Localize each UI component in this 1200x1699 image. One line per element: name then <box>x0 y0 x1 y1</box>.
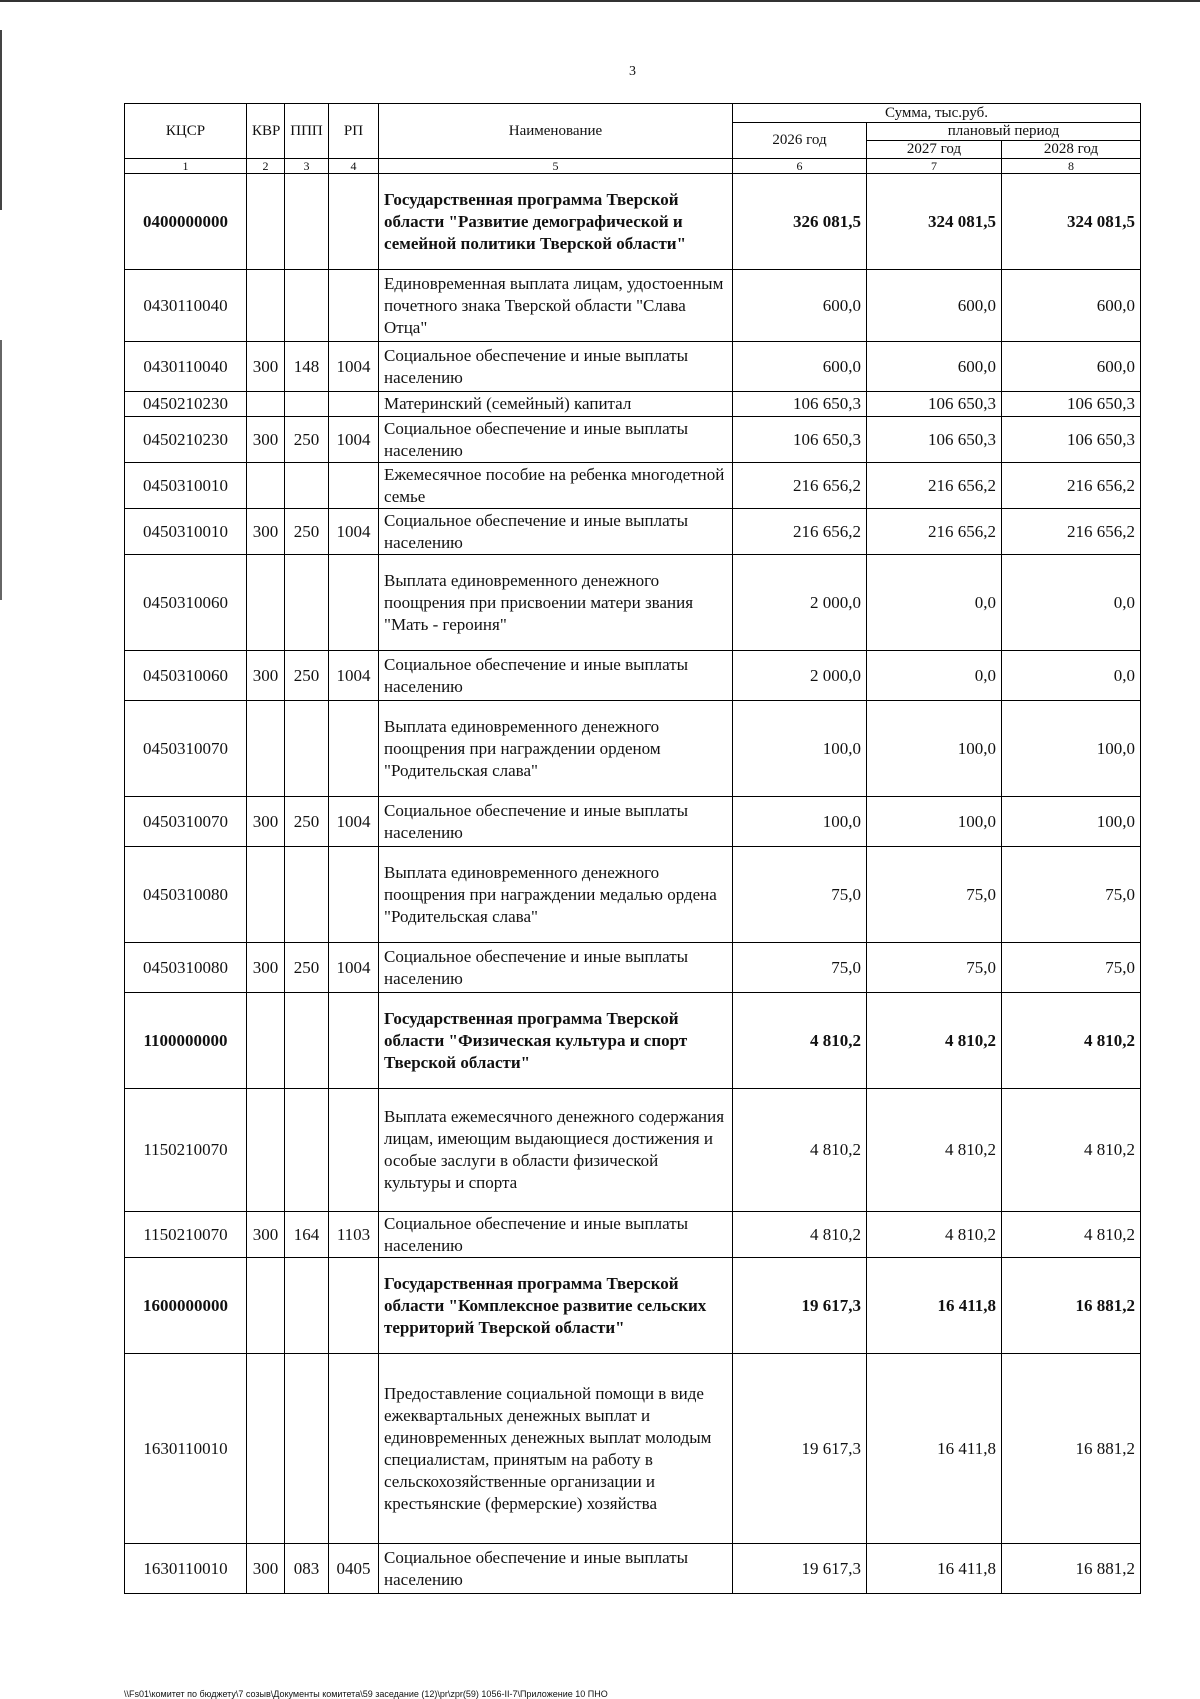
amount-2026-cell: 75,0 <box>733 847 867 943</box>
table-row <box>125 417 1141 463</box>
amount-2028-cell: 0,0 <box>1002 651 1141 701</box>
kcsr-cell: 0450310060 <box>125 555 247 651</box>
column-number-4: 4 <box>329 159 379 174</box>
table-row <box>125 1544 1141 1594</box>
amount-2028-cell: 4 810,2 <box>1002 1212 1141 1258</box>
footer-file-path: \\Fs01\комитет по бюджету\7 созыв\Документы комитета\59 заседание (12)\pr\zpr(59) 1056-II-7\Приложение 10 ПНО <box>124 1689 608 1699</box>
kcsr-cell: 0450310070 <box>125 797 247 847</box>
header-year-2027: 2027 год <box>867 141 1002 159</box>
kcsr-cell: 0450310010 <box>125 463 247 509</box>
amount-2028-cell: 16 881,2 <box>1002 1544 1141 1594</box>
ppp-cell <box>285 701 329 797</box>
ppp-cell <box>285 555 329 651</box>
name-cell: Выплата единовременного денежного поощрения при присвоении матери звания "Мать - героиня" <box>379 555 733 651</box>
table-row <box>125 270 1141 342</box>
kcsr-cell: 0450310060 <box>125 651 247 701</box>
column-number-1: 1 <box>125 159 247 174</box>
rp-cell <box>329 1258 379 1354</box>
rp-cell <box>329 463 379 509</box>
amount-2028-cell: 216 656,2 <box>1002 509 1141 555</box>
amount-2026-cell: 100,0 <box>733 797 867 847</box>
ppp-cell <box>285 392 329 417</box>
column-number-7: 7 <box>867 159 1002 174</box>
column-number-5: 5 <box>379 159 733 174</box>
page-number: 3 <box>629 64 636 79</box>
header-planned-period: плановый период <box>867 123 1141 141</box>
kvr-cell <box>247 1354 285 1544</box>
name-cell: Государственная программа Тверской области "Развитие демографической и семейной политики Тверской области" <box>379 174 733 270</box>
amount-2027-cell: 100,0 <box>867 797 1002 847</box>
column-number-6: 6 <box>733 159 867 174</box>
amount-2027-cell: 106 650,3 <box>867 392 1002 417</box>
kvr-cell <box>247 847 285 943</box>
name-cell: Выплата единовременного денежного поощрения при награждении медалью ордена "Родительская слава" <box>379 847 733 943</box>
amount-2028-cell: 75,0 <box>1002 943 1141 993</box>
rp-cell: 1004 <box>329 417 379 463</box>
ppp-cell: 250 <box>285 797 329 847</box>
amount-2026-cell: 4 810,2 <box>733 993 867 1089</box>
rp-cell <box>329 555 379 651</box>
column-number-row <box>125 159 1141 174</box>
name-cell: Выплата ежемесячного денежного содержания лицам, имеющим выдающиеся достижения и особые заслуги в области физической культуры и спорта <box>379 1089 733 1212</box>
name-cell: Социальное обеспечение и иные выплаты населению <box>379 1544 733 1594</box>
amount-2026-cell: 19 617,3 <box>733 1354 867 1544</box>
amount-2028-cell: 75,0 <box>1002 847 1141 943</box>
rp-cell <box>329 993 379 1089</box>
table-row <box>125 651 1141 701</box>
table-row <box>125 1212 1141 1258</box>
ppp-cell <box>285 993 329 1089</box>
ppp-cell <box>285 1258 329 1354</box>
amount-2026-cell: 4 810,2 <box>733 1212 867 1258</box>
kcsr-cell: 1100000000 <box>125 993 247 1089</box>
kcsr-cell: 0450310080 <box>125 943 247 993</box>
rp-cell <box>329 1354 379 1544</box>
header-year-2026: 2026 год <box>733 123 867 159</box>
kvr-cell <box>247 463 285 509</box>
amount-2026-cell: 100,0 <box>733 701 867 797</box>
amount-2026-cell: 600,0 <box>733 342 867 392</box>
amount-2028-cell: 16 881,2 <box>1002 1258 1141 1354</box>
amount-2027-cell: 100,0 <box>867 701 1002 797</box>
rp-cell: 1004 <box>329 943 379 993</box>
amount-2028-cell: 600,0 <box>1002 270 1141 342</box>
rp-cell <box>329 847 379 943</box>
table-body <box>125 174 1141 1594</box>
amount-2026-cell: 216 656,2 <box>733 509 867 555</box>
table-row <box>125 392 1141 417</box>
budget-table <box>124 103 1141 1594</box>
amount-2026-cell: 4 810,2 <box>733 1089 867 1212</box>
amount-2026-cell: 216 656,2 <box>733 463 867 509</box>
rp-cell: 1103 <box>329 1212 379 1258</box>
rp-cell: 1004 <box>329 342 379 392</box>
kcsr-cell: 1630110010 <box>125 1544 247 1594</box>
table-row <box>125 463 1141 509</box>
name-cell: Единовременная выплата лицам, удостоенным почетного знака Тверской области "Слава Отца" <box>379 270 733 342</box>
amount-2027-cell: 4 810,2 <box>867 1089 1002 1212</box>
amount-2028-cell: 4 810,2 <box>1002 993 1141 1089</box>
ppp-cell <box>285 174 329 270</box>
kvr-cell <box>247 1089 285 1212</box>
program-row <box>125 993 1141 1089</box>
name-cell: Государственная программа Тверской области "Физическая культура и спорт Тверской области" <box>379 993 733 1089</box>
name-cell: Социальное обеспечение и иные выплаты населению <box>379 943 733 993</box>
kvr-cell <box>247 1258 285 1354</box>
amount-2028-cell: 4 810,2 <box>1002 1089 1141 1212</box>
name-cell: Социальное обеспечение и иные выплаты населению <box>379 417 733 463</box>
amount-2028-cell: 600,0 <box>1002 342 1141 392</box>
amount-2027-cell: 4 810,2 <box>867 1212 1002 1258</box>
rp-cell <box>329 1089 379 1212</box>
kcsr-cell: 0450310080 <box>125 847 247 943</box>
amount-2027-cell: 600,0 <box>867 270 1002 342</box>
kvr-cell: 300 <box>247 1544 285 1594</box>
rp-cell <box>329 174 379 270</box>
kcsr-cell: 0450310070 <box>125 701 247 797</box>
kcsr-cell: 1150210070 <box>125 1212 247 1258</box>
amount-2028-cell: 0,0 <box>1002 555 1141 651</box>
name-cell: Социальное обеспечение и иные выплаты населению <box>379 797 733 847</box>
table-row <box>125 1354 1141 1544</box>
kvr-cell <box>247 701 285 797</box>
amount-2027-cell: 16 411,8 <box>867 1354 1002 1544</box>
scan-edge-left <box>0 30 2 210</box>
header-kvr: КВР <box>247 104 285 159</box>
amount-2027-cell: 16 411,8 <box>867 1544 1002 1594</box>
ppp-cell: 250 <box>285 509 329 555</box>
ppp-cell: 250 <box>285 417 329 463</box>
amount-2027-cell: 16 411,8 <box>867 1258 1002 1354</box>
amount-2027-cell: 324 081,5 <box>867 174 1002 270</box>
column-number-3: 3 <box>285 159 329 174</box>
kcsr-cell: 1150210070 <box>125 1089 247 1212</box>
table-row <box>125 509 1141 555</box>
header-year-2028: 2028 год <box>1002 141 1141 159</box>
name-cell: Социальное обеспечение и иные выплаты населению <box>379 509 733 555</box>
ppp-cell <box>285 463 329 509</box>
amount-2028-cell: 100,0 <box>1002 797 1141 847</box>
table-row <box>125 1089 1141 1212</box>
amount-2026-cell: 19 617,3 <box>733 1544 867 1594</box>
ppp-cell <box>285 1354 329 1544</box>
amount-2028-cell: 106 650,3 <box>1002 392 1141 417</box>
header-rp: РП <box>329 104 379 159</box>
header-ppp: ППП <box>285 104 329 159</box>
rp-cell <box>329 701 379 797</box>
ppp-cell: 083 <box>285 1544 329 1594</box>
name-cell: Социальное обеспечение и иные выплаты населению <box>379 1212 733 1258</box>
scan-edge-left-lower <box>0 340 2 600</box>
amount-2027-cell: 0,0 <box>867 651 1002 701</box>
rp-cell: 0405 <box>329 1544 379 1594</box>
kcsr-cell: 1630110010 <box>125 1354 247 1544</box>
name-cell: Социальное обеспечение и иные выплаты населению <box>379 342 733 392</box>
amount-2027-cell: 75,0 <box>867 943 1002 993</box>
header-name: Наименование <box>379 104 733 159</box>
amount-2027-cell: 0,0 <box>867 555 1002 651</box>
scan-edge-top <box>0 0 1200 2</box>
table-row <box>125 797 1141 847</box>
amount-2027-cell: 4 810,2 <box>867 993 1002 1089</box>
header-kcsr: КЦСР <box>125 104 247 159</box>
name-cell: Предоставление социальной помощи в виде ежеквартальных денежных выплат и единовременных денежных выплат молодым специалистам, принятым на работу в сельскохозяйственные организации и крестьянские (фермерские) хозяйства <box>379 1354 733 1544</box>
name-cell: Материнский (семейный) капитал <box>379 392 733 417</box>
amount-2028-cell: 324 081,5 <box>1002 174 1141 270</box>
ppp-cell: 250 <box>285 651 329 701</box>
kvr-cell <box>247 555 285 651</box>
kvr-cell: 300 <box>247 1212 285 1258</box>
kcsr-cell: 0430110040 <box>125 342 247 392</box>
amount-2027-cell: 216 656,2 <box>867 463 1002 509</box>
kcsr-cell: 0450210230 <box>125 392 247 417</box>
amount-2028-cell: 16 881,2 <box>1002 1354 1141 1544</box>
amount-2026-cell: 2 000,0 <box>733 555 867 651</box>
ppp-cell: 250 <box>285 943 329 993</box>
name-cell: Социальное обеспечение и иные выплаты населению <box>379 651 733 701</box>
amount-2028-cell: 216 656,2 <box>1002 463 1141 509</box>
kvr-cell <box>247 270 285 342</box>
amount-2028-cell: 106 650,3 <box>1002 417 1141 463</box>
ppp-cell: 164 <box>285 1212 329 1258</box>
table-row <box>125 342 1141 392</box>
ppp-cell <box>285 1089 329 1212</box>
name-cell: Выплата единовременного денежного поощрения при награждении орденом "Родительская слава" <box>379 701 733 797</box>
amount-2027-cell: 600,0 <box>867 342 1002 392</box>
amount-2027-cell: 106 650,3 <box>867 417 1002 463</box>
program-row <box>125 1258 1141 1354</box>
kcsr-cell: 0400000000 <box>125 174 247 270</box>
kvr-cell <box>247 174 285 270</box>
kvr-cell: 300 <box>247 417 285 463</box>
amount-2026-cell: 600,0 <box>733 270 867 342</box>
rp-cell <box>329 392 379 417</box>
rp-cell: 1004 <box>329 651 379 701</box>
table-row <box>125 943 1141 993</box>
kcsr-cell: 0430110040 <box>125 270 247 342</box>
kvr-cell: 300 <box>247 943 285 993</box>
amount-2026-cell: 106 650,3 <box>733 417 867 463</box>
table-row <box>125 555 1141 651</box>
amount-2027-cell: 75,0 <box>867 847 1002 943</box>
kcsr-cell: 0450310010 <box>125 509 247 555</box>
rp-cell: 1004 <box>329 797 379 847</box>
amount-2026-cell: 75,0 <box>733 943 867 993</box>
amount-2026-cell: 106 650,3 <box>733 392 867 417</box>
amount-2026-cell: 2 000,0 <box>733 651 867 701</box>
amount-2027-cell: 216 656,2 <box>867 509 1002 555</box>
amount-2026-cell: 326 081,5 <box>733 174 867 270</box>
column-number-2: 2 <box>247 159 285 174</box>
ppp-cell <box>285 270 329 342</box>
name-cell: Ежемесячное пособие на ребенка многодетной семье <box>379 463 733 509</box>
kvr-cell: 300 <box>247 797 285 847</box>
program-row <box>125 174 1141 270</box>
column-number-8: 8 <box>1002 159 1141 174</box>
kvr-cell <box>247 993 285 1089</box>
rp-cell <box>329 270 379 342</box>
amount-2028-cell: 100,0 <box>1002 701 1141 797</box>
table-header <box>125 104 1141 174</box>
table-row <box>125 701 1141 797</box>
kvr-cell: 300 <box>247 509 285 555</box>
amount-2026-cell: 19 617,3 <box>733 1258 867 1354</box>
kcsr-cell: 1600000000 <box>125 1258 247 1354</box>
kvr-cell <box>247 392 285 417</box>
rp-cell: 1004 <box>329 509 379 555</box>
ppp-cell <box>285 847 329 943</box>
table-row <box>125 847 1141 943</box>
name-cell: Государственная программа Тверской области "Комплексное развитие сельских территорий Тверской области" <box>379 1258 733 1354</box>
header-sum-group: Сумма, тыс.руб. <box>733 104 1141 123</box>
ppp-cell: 148 <box>285 342 329 392</box>
kcsr-cell: 0450210230 <box>125 417 247 463</box>
kvr-cell: 300 <box>247 342 285 392</box>
kvr-cell: 300 <box>247 651 285 701</box>
